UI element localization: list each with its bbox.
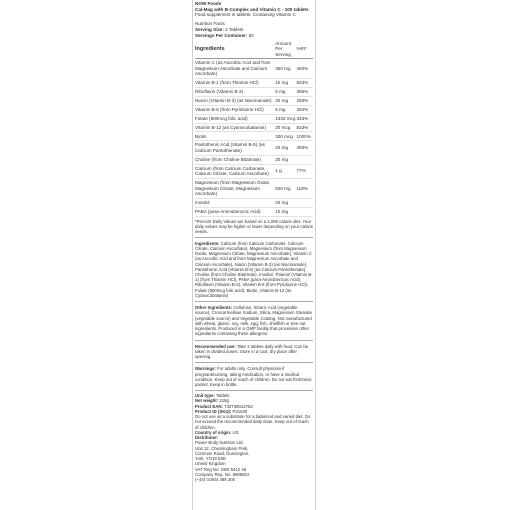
nutrient-ri: 450% <box>296 59 313 79</box>
nutrient-ri: 833% <box>296 79 313 88</box>
other-ingredients-label: Other Ingredients: <box>195 305 233 311</box>
distributor-line: Power Body Nutrition Ltd. <box>195 440 244 446</box>
ingredients-text: Calcium (from Calcium Carbonate, Calcium Citrate, Calcium Ascorbate), Magnesium (from Magnesium Oxide, Magnesium Citrate, Magnesium Ascorbate), Vitamin C (as Ascorbic Acid and from Magnesium Ascorbate and Calcium Ascorbate), Niacin (Vitamin B-3) (as Niacinamide), Pantothenic Acid (Vitamin B-5) (as Calcium Pantothenate), Choline (from Choline Bitartrate), Inositol, Thiamin (Vitamin B-1) (from Thiamin HCl), PABA (para-Aminobenzoic Acid), Riboflavin (Vitamin B-2), Vitamin B-6 (from Pyridoxine HCl), Folate (800mcg folic acid), Biotin, Vitamin B-12 (as Cyanocobalamin) <box>195 240 313 298</box>
nutrient-ri: 1000% <box>296 132 313 141</box>
product-description: Food supplement in tablets. Containing Vitamin C <box>195 12 296 18</box>
nutrient-ri: 333% <box>296 114 313 123</box>
nutrient-amount: 5 mg <box>275 88 296 97</box>
nutrient-name: Vitamin B-1 (from Thiamin HCl) <box>195 79 275 88</box>
nutrient-ri: 833% <box>296 123 313 132</box>
warnings-text: For adults only. Consult physician if pregnant/nursing, taking medication, or have a medical condition. Keep out of reach of children. Do not eat freshness packet. Keep in bottle. <box>195 366 312 387</box>
nutrient-amount: 500 mg <box>275 178 296 198</box>
nutrient-name: Vitamin C (as Ascorbic Acid and from Magnesium Ascorbate and Calcium Ascorbate) <box>195 59 275 79</box>
nutrition-row <box>195 141 313 155</box>
nutrient-name: Vitamin B-6 (from Pyridoxine HCl) <box>195 105 275 114</box>
distributor-line: Unit 12, Chessingham Park, <box>195 445 249 451</box>
nutrient-amount: 20 mg <box>275 198 296 207</box>
nutrient-amount: 20 mg <box>275 155 296 164</box>
id-value: P21530 <box>232 408 248 414</box>
distributor-address <box>195 440 313 482</box>
serving-size-label: Serving Size: <box>195 26 224 32</box>
nutrition-row <box>195 114 313 123</box>
nutrient-name: Pantothenic Acid (Vitamin B-5) (as Calcium Pantothenate) <box>195 141 275 155</box>
nutrient-ri <box>296 198 313 207</box>
facts-footnote: *Percent Daily Values are based on a 2,000 calorie diet. Your daily values may be higher or lower depending on your calorie needs. <box>195 219 313 238</box>
origin-value: US <box>232 429 239 435</box>
facts-title: Nutrition Facts <box>195 21 225 27</box>
nutrition-row <box>195 198 313 207</box>
nutrition-row <box>195 132 313 141</box>
table-header-row <box>195 39 313 58</box>
notice-text: Do not use as a substitute for a balanced and varied diet. Do not exceed the recommended daily dose. Keep out of reach of children. <box>195 414 311 430</box>
nutrition-row <box>195 88 313 97</box>
distributor-label: Distributor: <box>195 435 219 441</box>
nutrition-row <box>195 178 313 198</box>
ean-label: Product EAN: <box>195 403 223 409</box>
ingredients-label: Ingredients: <box>195 240 220 246</box>
nutrition-row <box>195 79 313 88</box>
unit-type-value: Tablets <box>215 393 230 399</box>
nutrient-name: Niacin (Vitamin B-3) (as Niacinamide) <box>195 96 275 105</box>
servings-value: 50 <box>248 32 254 38</box>
net-weight-value: 218g <box>219 398 229 404</box>
nutrition-row <box>195 123 313 132</box>
net-weight-label: Net weight: <box>195 398 219 404</box>
nutrient-name: Magnesium (from Magnesium Oxide, Magnesium Citrate, Magnesium Ascorbate) <box>195 178 275 198</box>
warnings-section <box>195 363 313 391</box>
servings-per-container <box>195 33 313 39</box>
nutrition-row <box>195 155 313 164</box>
distributor-line: VAT Reg No: GB0 5412 46 <box>195 466 247 472</box>
distributor-line: York, YO19 5SE <box>195 456 227 462</box>
nutrient-ri: 250% <box>296 96 313 105</box>
servings-label: Servings Per Container: <box>195 32 248 38</box>
nutrient-amount: 360 mg <box>275 59 296 79</box>
nutrient-amount: 20 mcg <box>275 123 296 132</box>
nutrient-amount: 5 mg <box>275 105 296 114</box>
recommended-use-section <box>195 341 313 364</box>
nutrient-name: Inositol <box>195 198 275 207</box>
id-label: Product ID (SKU): <box>195 408 232 414</box>
warnings-label: Warnings: <box>195 366 216 372</box>
product-name: Cal-Mag with B-Complex and Vitamin C - 100 tablets <box>195 6 309 12</box>
nutrient-amount: 40 mg <box>275 96 296 105</box>
nutrient-amount: 10 mg <box>275 207 296 216</box>
distributor-line: Common Road, Dunnington, <box>195 450 250 456</box>
nutrient-ri: 400% <box>296 141 313 155</box>
nutrient-name: Choline (from Choline Bitartrate) <box>195 155 275 164</box>
other-ingredients-text: Cellulose, Stearic Acid (vegetable source), Croscarmellose Sodium, Silica, Magnesium Stearate (vegetable source) and Vegetable Coating. Not manufactured with wheat, gluten, soy, milk, egg, fish, shellfish or tree nut ingredients. Produced in a GMP facility that processes other ingredients containing these allergens. <box>195 305 313 337</box>
distributor-line: (+44) 01904 488 300 <box>195 476 236 482</box>
distributor-line: Company Reg. No. 6908822 <box>195 471 250 477</box>
origin-label: Country of origin: <box>195 429 232 435</box>
header-ingredients: Ingredients <box>195 39 275 58</box>
nutrient-ri: 77% <box>296 164 313 178</box>
unit-type-label: Unit type: <box>195 393 215 399</box>
nutrition-row <box>195 96 313 105</box>
nutrient-name: Biotin <box>195 132 275 141</box>
brand-name: NOW Foods <box>195 1 222 6</box>
nutrient-ri: 119% <box>296 178 313 198</box>
product-header <box>195 1 313 18</box>
product-info-sheet <box>192 0 316 510</box>
recommended-use-label: Recommended use: <box>195 343 236 349</box>
recommended-use-text: Take 2 tablets daily with food. Can be taken in divided doses. Store in a cool, dry place after opening. <box>195 343 309 360</box>
header-ri: %RI* <box>296 39 313 58</box>
nutrition-facts <box>195 21 313 237</box>
serving-size-value: 2 Tablets <box>225 26 244 32</box>
nutrient-amount: 1 g <box>275 164 296 178</box>
nutrient-amount: 10 mg <box>275 79 296 88</box>
nutrition-row <box>195 59 313 79</box>
nutrient-amount: 20 mg <box>275 141 296 155</box>
nutrition-row <box>195 207 313 216</box>
nutrition-table <box>195 39 313 216</box>
nutrient-name: PABA (para-Aminobenzoic Acid) <box>195 207 275 216</box>
nutrient-amount: 300 mcg <box>275 132 296 141</box>
nutrient-ri: 294% <box>296 105 313 114</box>
nutrient-ri <box>296 207 313 216</box>
ingredients-section <box>195 238 313 303</box>
nutrient-ri: 385% <box>296 88 313 97</box>
nutrient-name: Folate (800mcg folic acid) <box>195 114 275 123</box>
ean-value: 733739012753 <box>224 403 253 409</box>
nutrient-name: Vitamin B-12 (as Cyanocobalamin) <box>195 123 275 132</box>
nutrient-ri <box>296 155 313 164</box>
nutrient-name: Calcium (from Calcium Carbonate, Calcium Citrate, Calcium Ascorbate) <box>195 164 275 178</box>
nutrient-name: Riboflavin (Vitamin B-2) <box>195 88 275 97</box>
nutrition-row <box>195 164 313 178</box>
header-amount: Amount Per Serving <box>275 39 296 58</box>
product-meta <box>195 391 313 482</box>
nutrition-row <box>195 105 313 114</box>
nutrient-amount: 1333 mcg <box>275 114 296 123</box>
other-ingredients-section <box>195 302 313 340</box>
distributor-line: United Kingdom <box>195 461 226 467</box>
